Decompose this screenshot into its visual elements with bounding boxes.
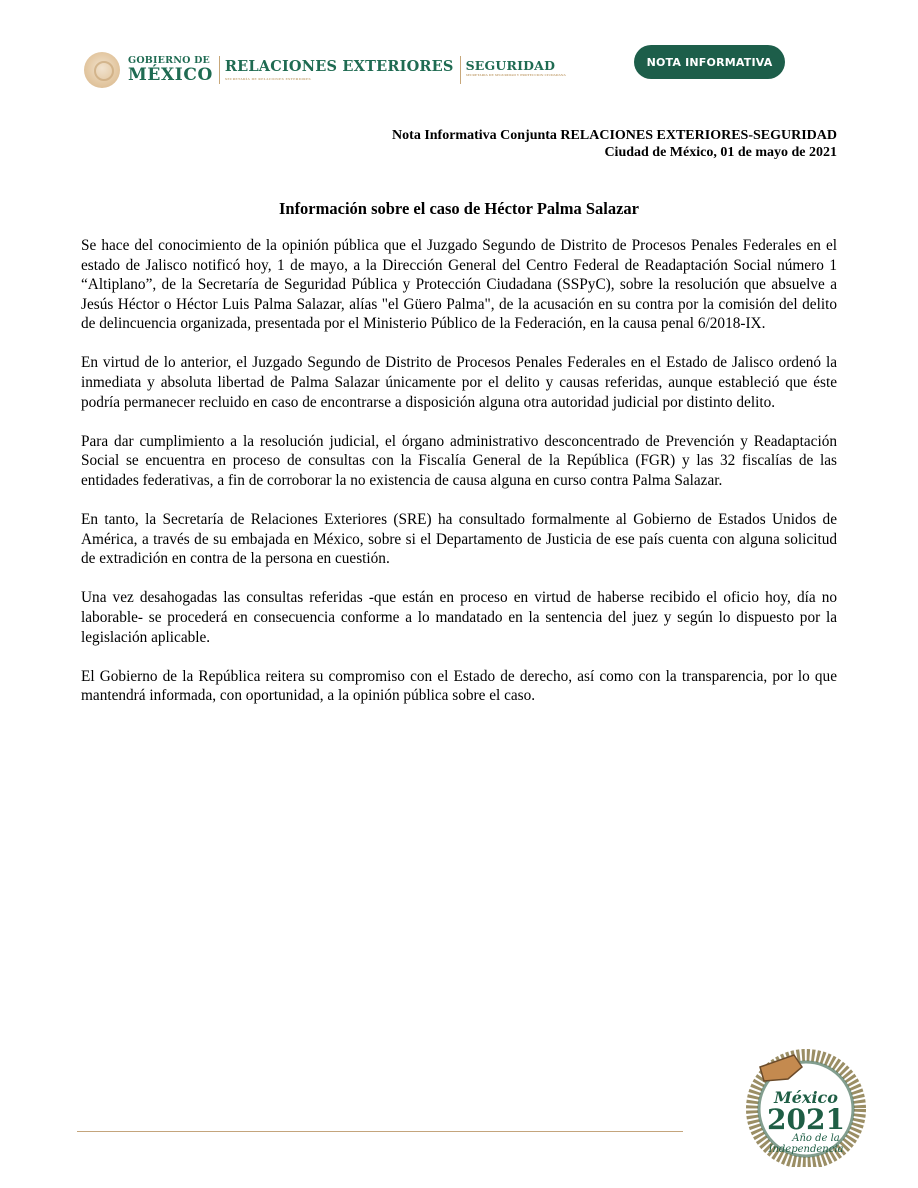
gobierno-line1: GOBIERNO DE (128, 55, 210, 67)
ministry1-name: RELACIONES EXTERIORES (224, 58, 454, 76)
meta-date: Ciudad de México, 01 de mayo de 2021 (604, 145, 837, 160)
mexico-2021-logo (742, 1045, 870, 1167)
logo-text-year: 2021 (767, 1103, 845, 1136)
footer-divider (77, 1131, 683, 1132)
relaciones-exteriores-logo (225, 60, 454, 80)
seguridad-logo (465, 57, 566, 81)
ministry1-subtitle: SECRETARÍA DE RELACIONES EXTERIORES (224, 76, 312, 80)
paragraph: En virtud de lo anterior, el Juzgado Segundo de Distrito de Procesos Penales Federales en el Estado de Jalisco ordenó la inmediata y absoluta libertad de Palma Salazar únicamente por el delito y causas referidas, aunque estableció que éste podría permanecer recluido en caso de encontrarse a disposición alguna otra autoridad judicial por distinto delito. (81, 354, 837, 411)
document-title: Información sobre el caso de Héctor Palma Salazar (278, 199, 640, 218)
document-meta (392, 127, 837, 161)
paragraph: El Gobierno de la República reitera su compromiso con el Estado de derecho, así como con la transparencia, por lo que mantendrá informada, con oportunidad, a la opinión pública sobre el caso. (81, 667, 837, 705)
divider (460, 56, 461, 84)
logo-text-mexico: México (774, 1088, 838, 1107)
ministry2-subtitle: SECRETARÍA DE SEGURIDAD Y PROTECCIÓN CIUDADANA (465, 74, 566, 78)
document-body (81, 236, 837, 725)
logo-text-ano: Año de la (792, 1133, 840, 1144)
coat-of-arms-icon (84, 52, 120, 88)
logo-text-independencia: Independencia (768, 1144, 844, 1155)
paragraph: Una vez desahogadas las consultas referidas -que están en proceso en virtud de haberse recibido el oficio hoy, día no laborable- se procederá en consecuencia conforme a lo mandatado en la sentencia del juez y según lo dispuesto por la legislación aplicable. (81, 589, 837, 646)
gobierno-line2: MÉXICO (128, 64, 213, 85)
ministry2-name: SEGURIDAD (465, 57, 556, 73)
serpent-head-icon (760, 1055, 802, 1081)
paragraph: En tanto, la Secretaría de Relaciones Exteriores (SRE) ha consultado formalmente al Gobierno de Estados Unidos de América, a través de su embajada en México, sobre si el Departamento de Justicia de ese país cuenta con alguna solicitud de extradición en contra de la persona en cuestión. (81, 511, 837, 568)
nota-informativa-badge: NOTA INFORMATIVA (634, 45, 785, 79)
meta-line1: Nota Informativa Conjunta RELACIONES EXTERIORES-SEGURIDAD (392, 128, 837, 143)
paragraph: Se hace del conocimiento de la opinión pública que el Juzgado Segundo de Distrito de Procesos Penales Federales en el estado de Jalisco notificó hoy, 1 de mayo, a la Dirección General del Centro Federal de Readaptación Social número 1 “Altiplano”, de la Secretaría de Seguridad Pública y Protección Ciudadana (SSPyC), sobre la resolución que absuelve a Jesús Héctor o Héctor Luis Palma Salazar, alías "el Güero Palma", de la acusación en su contra por la comisión del delito de delincuencia organizada, presentada por el Ministerio Público de la Federación, en la causa penal 6/2018-IX. (81, 237, 837, 333)
letterhead (84, 50, 566, 90)
gobierno-de-mexico-logo (128, 56, 213, 84)
divider (219, 56, 220, 84)
paragraph: Para dar cumplimiento a la resolución judicial, el órgano administrativo desconcentrado de Prevención y Readaptación Social se encuentra en proceso de consultas con la Fiscalía General de la República (FGR) y las 32 fiscalías de las entidades federativas, a fin de corroborar la no existencia de causa alguna en curso contra Palma Salazar. (81, 432, 837, 489)
